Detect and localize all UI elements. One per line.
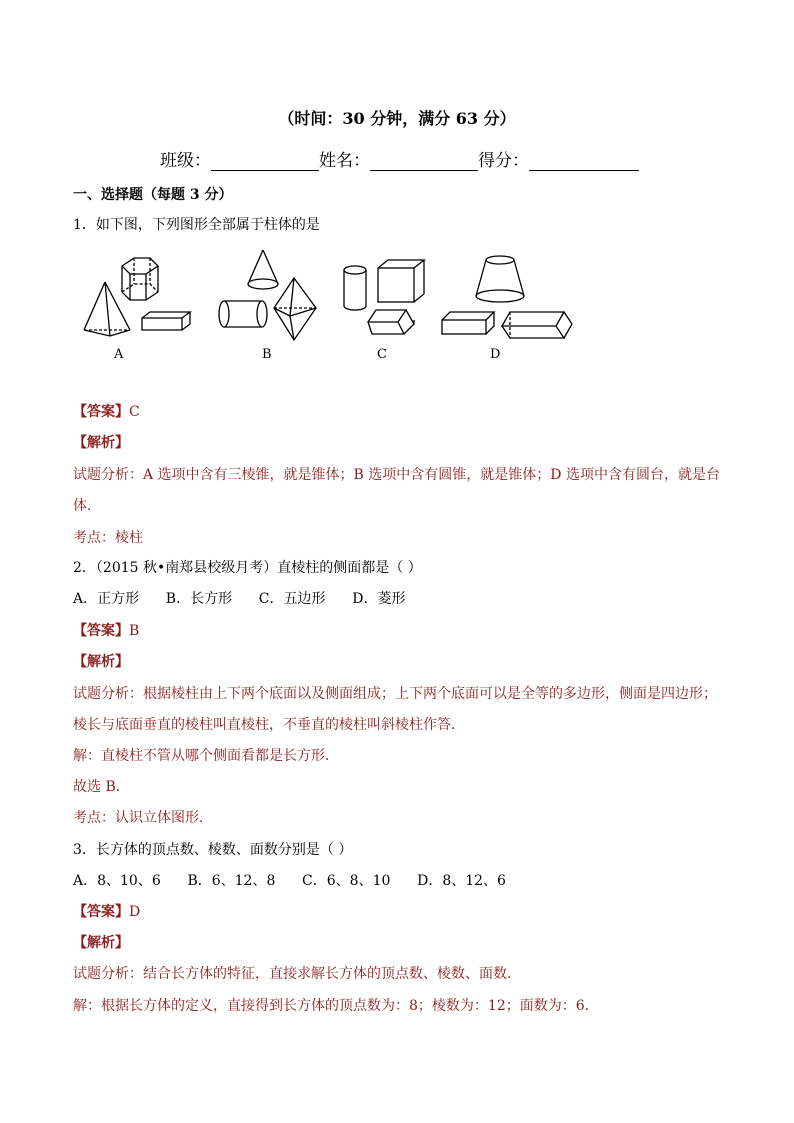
q2-analysis-line1: 试题分析：根据棱柱由上下两个底面以及侧面组成；上下两个底面可以是全等的多边形，侧面是四边形； bbox=[73, 686, 717, 702]
q2-answer: B bbox=[129, 623, 140, 639]
triangular-prism-figure bbox=[502, 312, 572, 338]
fig-label-b: B bbox=[262, 347, 272, 362]
oblique-prism-figure bbox=[368, 310, 414, 334]
cylinder-lying-figure bbox=[219, 301, 267, 327]
q2-choose: 故选 B． bbox=[73, 779, 130, 795]
q2-analysis-tag: 【解析】 bbox=[73, 654, 129, 670]
q1-analysis-line1: 试题分析：A 选项中含有三棱锥，就是锥体；B 选项中含有圆锥，就是锥体；D 选项中含有圆台，就是台 bbox=[73, 467, 720, 483]
name-blank[interactable] bbox=[370, 152, 478, 171]
class-label: 班级： bbox=[160, 151, 211, 171]
q2-stem: 2．（2015 秋•南郑县校级月考）直棱柱的侧面都是（ ） bbox=[73, 560, 422, 576]
q3-analysis-tag: 【解析】 bbox=[73, 935, 129, 951]
q3-answer-line bbox=[73, 902, 140, 922]
score-label: 得分： bbox=[478, 151, 529, 171]
q1-kaodian: 考点：棱柱 bbox=[73, 530, 143, 546]
q3-solution: 解：根据长方体的定义，直接得到长方体的顶点数为：8；棱数为：12；面数为：6． bbox=[73, 998, 599, 1014]
cuboid-figure-d bbox=[442, 312, 494, 334]
q3-answer: D bbox=[129, 904, 141, 920]
q2-analysis-line2: 棱长与底面垂直的棱柱叫直棱柱，不垂直的棱柱叫斜棱柱作答． bbox=[73, 717, 465, 733]
fig-label-a: A bbox=[114, 347, 124, 362]
class-blank[interactable] bbox=[211, 152, 319, 171]
cube-figure bbox=[378, 260, 424, 302]
q2-options: A．正方形 B．长方形 C．五边形 D．菱形 bbox=[73, 591, 406, 607]
q2-kaodian: 考点：认识立体图形． bbox=[73, 810, 213, 826]
octahedron-figure bbox=[274, 278, 316, 340]
cuboid-figure-a bbox=[142, 312, 190, 330]
q1-analysis-tag: 【解析】 bbox=[73, 435, 129, 451]
answer-tag: 【答案】 bbox=[73, 404, 129, 420]
q1-stem: 1．如下图，下列图形全部属于柱体的是 bbox=[73, 217, 320, 233]
q1-analysis-line2: 体． bbox=[73, 498, 101, 514]
q2-answer-line bbox=[73, 621, 139, 641]
hexagonal-prism-figure bbox=[122, 258, 158, 300]
q3-options: A．8、10、6 B．6、12、8 C．6、8、10 D．8、12、6 bbox=[73, 873, 506, 889]
student-info-line bbox=[160, 146, 760, 171]
name-label: 姓名： bbox=[319, 151, 370, 171]
time-info: （时间：30 分钟，满分 63 分） bbox=[278, 109, 516, 128]
cylinder-upright-figure bbox=[344, 266, 366, 310]
q1-figures bbox=[78, 244, 588, 344]
fig-label-c: C bbox=[377, 347, 387, 362]
q1-answer: C bbox=[129, 404, 140, 420]
q3-analysis-line1: 试题分析：结合长方体的特征，直接求解长方体的顶点数、棱数、面数． bbox=[73, 966, 521, 982]
section-title: 一、选择题（每题 3 分） bbox=[73, 187, 233, 203]
cone-figure bbox=[248, 250, 278, 289]
q3-stem: 3．长方体的顶点数、棱数、面数分别是（ ） bbox=[73, 842, 353, 858]
score-blank[interactable] bbox=[529, 152, 639, 171]
q2-solution: 解：直棱柱不管从哪个侧面看都是长方形． bbox=[73, 748, 339, 764]
answer-tag: 【答案】 bbox=[73, 623, 129, 639]
q1-answer-line bbox=[73, 402, 140, 422]
triangular-pyramid-figure bbox=[84, 282, 130, 336]
answer-tag: 【答案】 bbox=[73, 904, 129, 920]
frustum-figure bbox=[476, 256, 524, 302]
fig-label-d: D bbox=[490, 347, 501, 362]
